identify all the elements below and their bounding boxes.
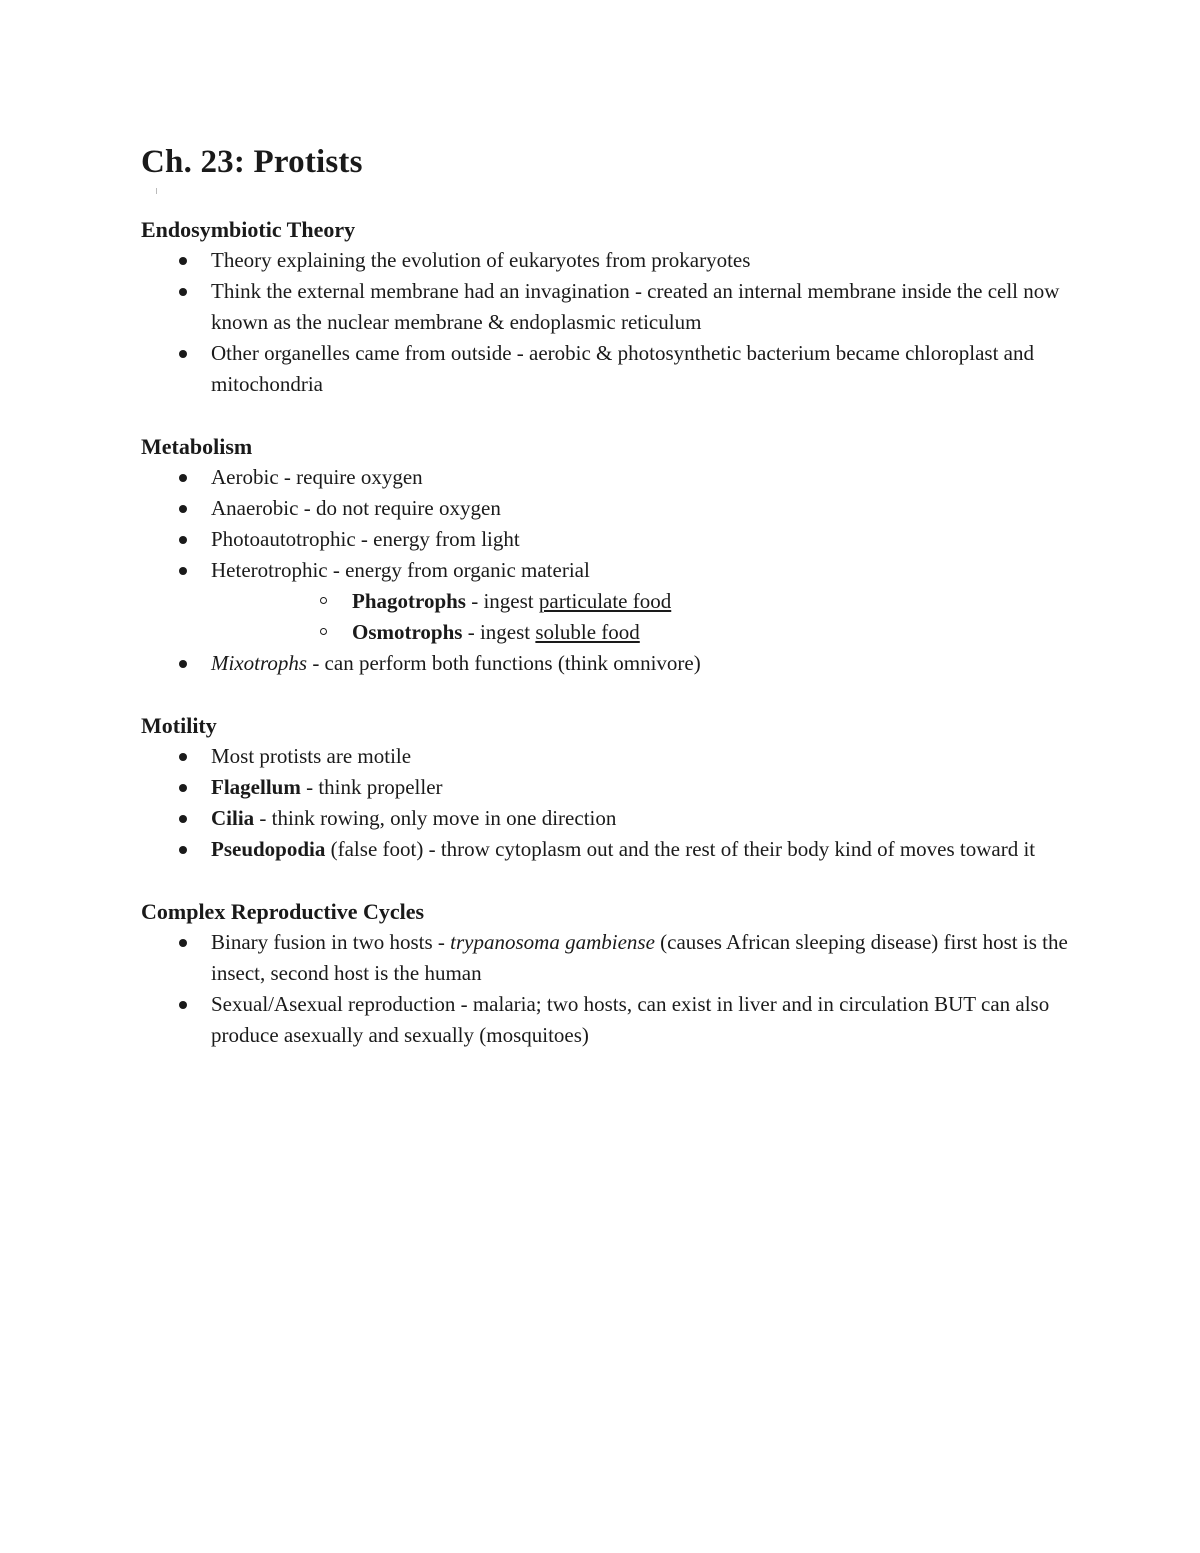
list-item [141, 989, 1071, 1051]
sub-list-item [211, 617, 1071, 648]
list-item-text: (causes African sleeping disease) first host is the insect, second host is the human [211, 930, 1068, 985]
bullet-icon [179, 474, 187, 482]
bullet-icon [179, 536, 187, 544]
list-item [141, 245, 1071, 276]
term-description: - think rowing, only move in one direction [254, 806, 617, 830]
term-pseudopodia: Pseudopodia [211, 837, 326, 861]
section-heading: Motility [141, 713, 217, 738]
list-item-text: Sexual/Asexual reproduction - malaria; two hosts, can exist in liver and in circulation BUT can also produce asexually and sexually (mosquitoes) [211, 992, 1050, 1047]
section-heading: Metabolism [141, 434, 253, 459]
underlined-text: soluble food [535, 620, 640, 644]
section-motility [141, 710, 1071, 865]
list-item-text: Think the external membrane had an invagination - created an internal membrane inside the cell now known as the nuclear membrane & endoplasmic reticulum [211, 279, 1060, 334]
term-description: - ingest [465, 589, 539, 613]
bullet-icon [179, 350, 187, 358]
list-item [141, 927, 1071, 989]
bullet-icon [179, 784, 187, 792]
list-item-text: Aerobic - require oxygen [211, 465, 423, 489]
bullet-icon [179, 505, 187, 513]
list-item [141, 462, 1071, 493]
term-phagotrophs: Phagotrophs [352, 589, 466, 613]
page-title: Ch. 23: Protists [141, 144, 363, 180]
list-item-text: Binary fusion in two hosts - [211, 930, 451, 954]
term-description: (false foot) - throw cytoplasm out and the rest of their body kind of moves toward it [325, 837, 1036, 861]
term-cilia: Cilia [211, 806, 255, 830]
bullet-icon [179, 660, 187, 668]
bullet-list [141, 462, 1071, 679]
list-item [141, 555, 1071, 648]
list-item-text: Most protists are motile [211, 744, 412, 768]
sub-list-item [211, 586, 1071, 617]
underlined-text: particulate food [538, 589, 672, 613]
list-item-text: Other organelles came from outside - aerobic & photosynthetic bacterium became chloroplast and mitochondria [211, 341, 1034, 396]
bullet-icon [179, 1001, 187, 1009]
term-flagellum: Flagellum [211, 775, 301, 799]
term-mixotrophs: Mixotrophs [211, 651, 308, 675]
hollow-bullet-icon [320, 597, 327, 604]
term-description: - think propeller [300, 775, 443, 799]
section-endosymbiotic-theory [141, 214, 1071, 400]
section-metabolism [141, 431, 1071, 679]
section-heading: Endosymbiotic Theory [141, 217, 356, 242]
list-item [141, 803, 1071, 834]
sub-bullet-list [211, 586, 1071, 648]
list-item-text: Anaerobic - do not require oxygen [211, 496, 501, 520]
list-item [141, 524, 1071, 555]
list-item [141, 338, 1071, 400]
bullet-icon [179, 288, 187, 296]
bullet-icon [179, 753, 187, 761]
section-complex-reproductive-cycles [141, 896, 1071, 1051]
term-osmotrophs: Osmotrophs [352, 620, 463, 644]
list-item [141, 493, 1071, 524]
term-description: - ingest [462, 620, 536, 644]
bullet-list [141, 245, 1071, 400]
bullet-list [141, 927, 1071, 1051]
bullet-icon [179, 257, 187, 265]
section-heading: Complex Reproductive Cycles [141, 899, 425, 924]
cursor-mark [156, 188, 157, 194]
term-description: - can perform both functions (think omnivore) [307, 651, 701, 675]
list-item-text: Theory explaining the evolution of eukaryotes from prokaryotes [211, 248, 751, 272]
bullet-icon [179, 846, 187, 854]
list-item-text: Heterotrophic - energy from organic material [211, 558, 590, 582]
list-item [141, 834, 1071, 865]
bullet-list [141, 741, 1071, 865]
bullet-icon [179, 815, 187, 823]
species-name: trypanosoma gambiense [450, 930, 655, 954]
bullet-icon [179, 939, 187, 947]
list-item [141, 741, 1071, 772]
list-item [141, 276, 1071, 338]
list-item-text: Photoautotrophic - energy from light [211, 527, 520, 551]
bullet-icon [179, 567, 187, 575]
document-page [141, 140, 1071, 1051]
list-item [141, 648, 1071, 679]
list-item [141, 772, 1071, 803]
hollow-bullet-icon [320, 628, 327, 635]
